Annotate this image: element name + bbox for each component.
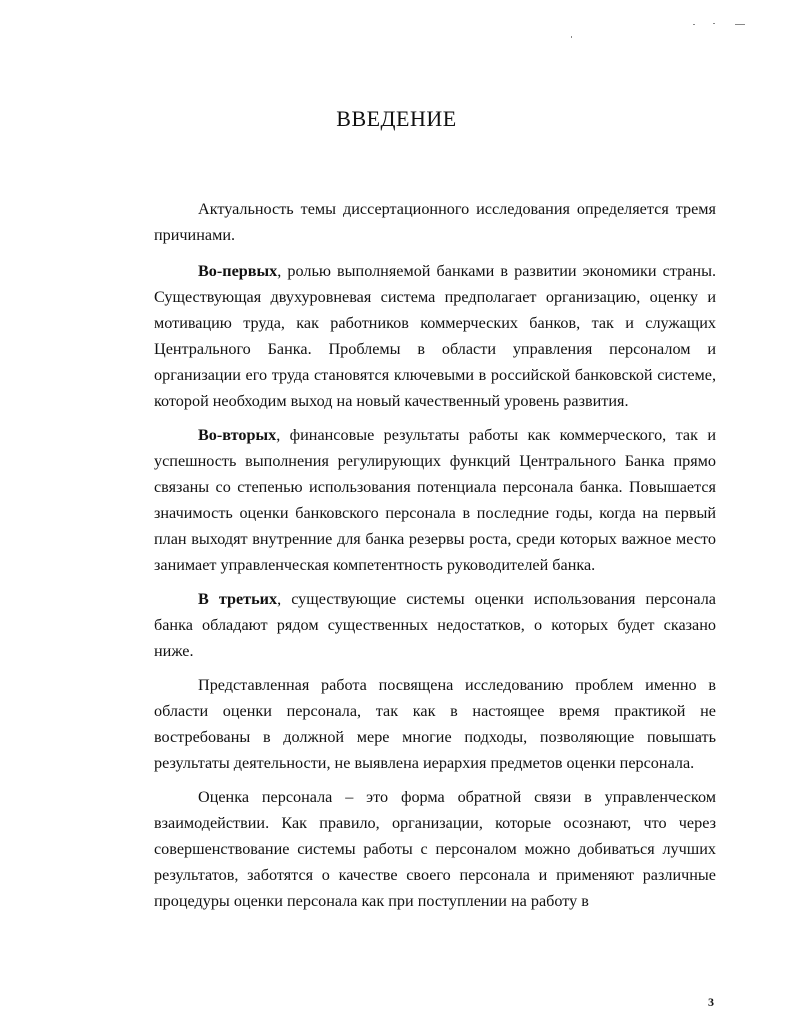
paragraph-lead: Во-первых [198, 262, 278, 280]
paragraph-text: , существующие системы оценки использования персонала банка обладают рядом существенных недостатков, о которых будет сказано ниже. [154, 590, 716, 660]
document-body [154, 196, 716, 914]
paragraph-text: , ролью выполняемой банками в развитии экономики страны. Существующая двухуровневая система предполагает организацию, оценку и мотивацию труда, как работников коммерческих банков, так и служащих Центрального Банка. Проблемы в области управления персоналом и организации его труда становятся ключевыми в российской банковской системе, которой необходим выход на новый качественный уровень развития. [154, 262, 716, 410]
scan-speck [571, 36, 572, 38]
paragraph [154, 258, 716, 414]
paragraph [154, 784, 716, 914]
paragraph-text: Представленная работа посвящена исследованию проблем именно в области оценки персонала, так как в настоящее время практикой не востребованы в должной мере многие подходы, позволяющие повышать результаты деятельности, не выявлена иерархия предметов оценки персонала. [154, 676, 716, 772]
paragraph-text: , финансовые результаты работы как коммерческого, так и успешность выполнения регулирующих функций Центрального Банка прямо связаны со степенью использования потенциала персонала банка. Повышается значимость оценки банковского персонала в последние годы, когда на первый план выходят внутренние для банка резервы роста, среди которых важное место занимает управленческая компетентность руководителей банка. [154, 426, 716, 574]
paragraph [154, 672, 716, 776]
paragraph-text: Актуальность темы диссертационного исследования определяется тремя причинами. [154, 200, 716, 244]
scan-speck [735, 24, 745, 25]
page-number: 3 [708, 995, 714, 1009]
scan-speck [693, 24, 695, 25]
paragraph-text: Оценка персонала – это форма обратной связи в управленческом взаимодействии. Как правило, организации, которые осознают, что через совершенствование системы работы с персоналом можно добиваться лучших результатов, заботятся о качестве своего персонала и применяют различные процедуры оценки персонала как при поступлении на работу в [154, 788, 716, 910]
paragraph [154, 422, 716, 578]
paragraph-lead: Во-вторых [198, 426, 277, 444]
paragraph-lead: В третьих [198, 590, 278, 608]
scan-speck [713, 23, 715, 24]
paragraph [154, 196, 716, 248]
paragraph [154, 586, 716, 664]
page-title: ВВЕДЕНИЕ [336, 106, 457, 131]
